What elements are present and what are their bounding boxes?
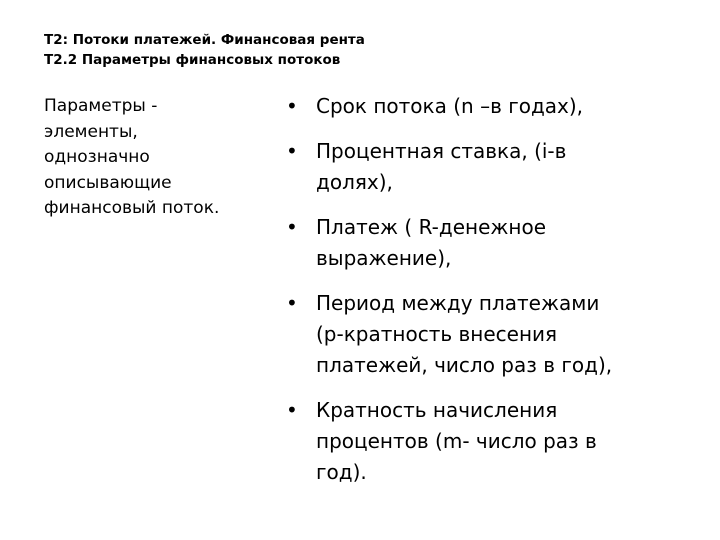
list-item-text: процентов (m- число раз в <box>316 429 597 453</box>
list-item-text: Кратность начисления <box>316 398 558 422</box>
list-item-text: Период между платежами <box>316 291 600 315</box>
parameters-list <box>286 91 706 502</box>
list-item-text: (p-кратность внесения <box>316 322 558 346</box>
list-item-payment-period <box>286 288 706 381</box>
definition-line: однозначно <box>44 147 150 167</box>
list-item-text: Процентная ставка, (i-в <box>316 139 567 163</box>
list-item-payment <box>286 212 706 274</box>
definition-line: финансовый поток. <box>44 198 220 218</box>
list-item-interest-rate <box>286 136 706 198</box>
list-item-text: год). <box>316 460 367 484</box>
bullet-icon: • <box>286 139 298 163</box>
list-item-compounding-frequency <box>286 395 706 488</box>
list-item-term <box>286 91 706 122</box>
list-item-text: Платеж ( R-денежное <box>316 215 547 239</box>
bullet-icon: • <box>286 398 298 422</box>
bullet-icon: • <box>286 291 298 315</box>
slide-title-line-1: Т2: Потоки платежей. Финансовая рента <box>44 32 365 48</box>
definition-line: Параметры - <box>44 96 158 116</box>
list-item-text: платежей, число раз в год), <box>316 353 613 377</box>
definition-line: описывающие <box>44 172 172 193</box>
list-item-text: выражение), <box>316 246 452 270</box>
definition-line: элементы, <box>44 121 138 142</box>
list-item-text: Срок потока (n –в годах), <box>316 94 584 118</box>
list-item-text: долях), <box>316 170 393 194</box>
slide-title-line-2: Т2.2 Параметры финансовых потоков <box>44 52 341 68</box>
bullet-icon: • <box>286 215 298 239</box>
definition-text <box>44 94 264 222</box>
slide-title <box>44 30 684 70</box>
bullet-icon: • <box>286 94 298 118</box>
